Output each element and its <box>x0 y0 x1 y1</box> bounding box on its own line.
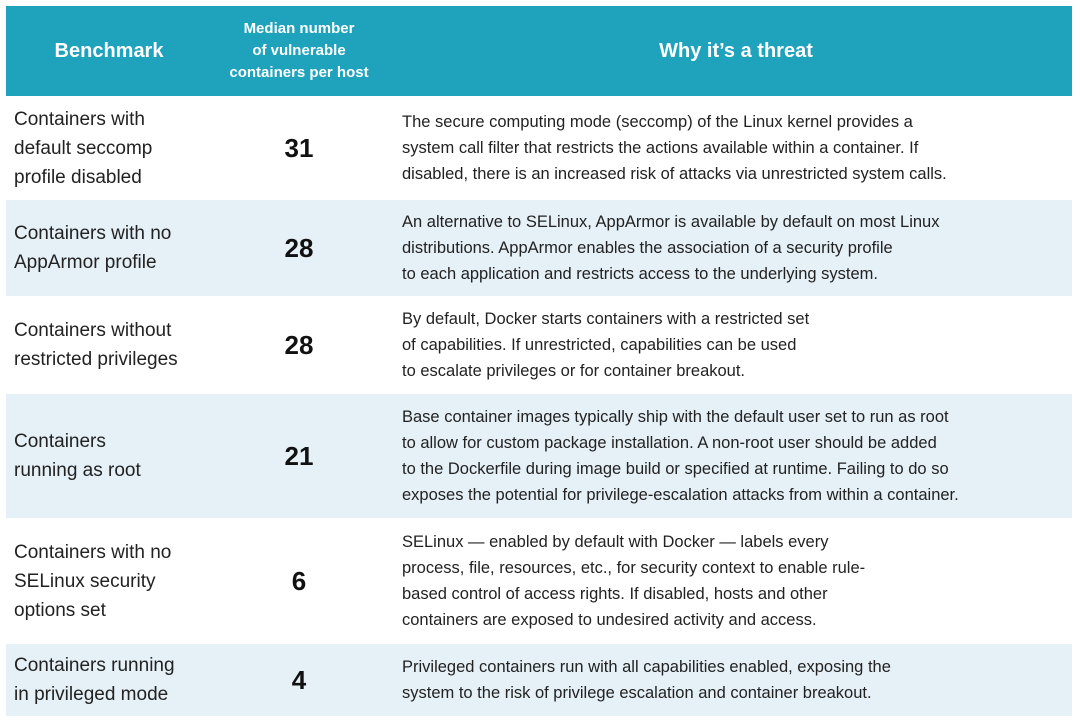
benchmark-line: running as root <box>14 460 141 481</box>
benchmark-cell <box>14 200 210 296</box>
threat-line: of capabilities. If unrestricted, capabilities can be used <box>402 336 797 354</box>
header-median-line: of vulnerable <box>252 42 346 59</box>
table-row <box>6 394 1072 518</box>
benchmark-line: in privileged mode <box>14 684 169 705</box>
median-value: 21 <box>284 440 314 471</box>
header-median-line: Median number <box>243 20 355 37</box>
threat-line: The secure computing mode (seccomp) of the Linux kernel provides a <box>402 113 913 131</box>
table-row <box>6 518 1072 644</box>
median-value: 28 <box>284 232 314 263</box>
threat-line: SELinux — enabled by default with Docker — labels every <box>402 533 829 551</box>
benchmark-cell <box>14 296 210 394</box>
threat-line: to allow for custom package installation. A non-root user should be added <box>402 434 937 452</box>
threat-line: distributions. AppArmor enables the association of a security profile <box>402 239 893 257</box>
benchmark-line: Containers without <box>14 320 172 341</box>
benchmark-line: restricted privileges <box>14 349 178 370</box>
threat-line: process, file, resources, etc., for security context to enable rule- <box>402 559 866 577</box>
benchmark-line: SELinux security <box>14 570 156 592</box>
table-row <box>6 644 1072 716</box>
header-benchmark: Benchmark <box>54 39 164 62</box>
median-value: 4 <box>291 664 307 695</box>
benchmark-line: Containers with <box>14 108 145 130</box>
header-median <box>212 6 386 96</box>
median-value: 28 <box>284 329 314 360</box>
threat-line: to escalate privileges or for container breakout. <box>402 362 746 380</box>
benchmark-line: Containers running <box>14 655 175 676</box>
benchmark-line: default seccomp <box>14 137 153 159</box>
threat-line: An alternative to SELinux, AppArmor is available by default on most Linux <box>402 213 940 231</box>
threat-line: to the Dockerfile during image build or specified at runtime. Failing to do so <box>402 460 949 478</box>
threat-cell <box>402 200 1066 296</box>
threat-line: containers are exposed to undesired activity and access. <box>402 611 817 629</box>
benchmark-line: Containers with no <box>14 541 172 563</box>
header-threat: Why it’s a threat <box>659 39 813 62</box>
benchmark-line: Containers <box>14 431 106 452</box>
benchmark-line: options set <box>14 599 106 621</box>
threat-cell <box>402 644 1066 716</box>
threat-line: Privileged containers run with all capabilities enabled, exposing the <box>402 658 891 676</box>
threat-line: disabled, there is an increased risk of attacks via unrestricted system calls. <box>402 165 947 183</box>
threat-line: to each application and restricts access to the underlying system. <box>402 265 878 283</box>
median-value: 6 <box>291 565 307 596</box>
threat-line: system to the risk of privilege escalation and container breakout. <box>402 684 872 702</box>
benchmark-line: AppArmor profile <box>14 252 157 273</box>
table-header <box>6 6 1072 96</box>
table-row <box>6 96 1072 200</box>
threat-line: By default, Docker starts containers with a restricted set <box>402 310 810 328</box>
threat-line: Base container images typically ship with the default user set to run as root <box>402 408 949 426</box>
threat-cell <box>402 394 1066 518</box>
header-median-line: containers per host <box>229 64 369 81</box>
threat-line: exposes the potential for privilege-escalation attacks from within a container. <box>402 486 959 504</box>
benchmark-cell <box>14 644 210 716</box>
threat-line: system call filter that restricts the actions available within a container. If <box>402 139 919 157</box>
benchmark-line: Containers with no <box>14 223 172 244</box>
threat-line: based control of access rights. If disabled, hosts and other <box>402 585 828 603</box>
table-row <box>6 296 1072 394</box>
threat-cell <box>402 296 1066 394</box>
threat-cell <box>402 96 1066 200</box>
table-row <box>6 200 1072 296</box>
benchmark-cell <box>14 96 210 200</box>
threat-cell <box>402 518 1066 644</box>
benchmark-cell <box>14 394 210 518</box>
median-value: 31 <box>284 132 314 163</box>
benchmark-line: profile disabled <box>14 166 142 188</box>
benchmark-cell <box>14 518 210 644</box>
